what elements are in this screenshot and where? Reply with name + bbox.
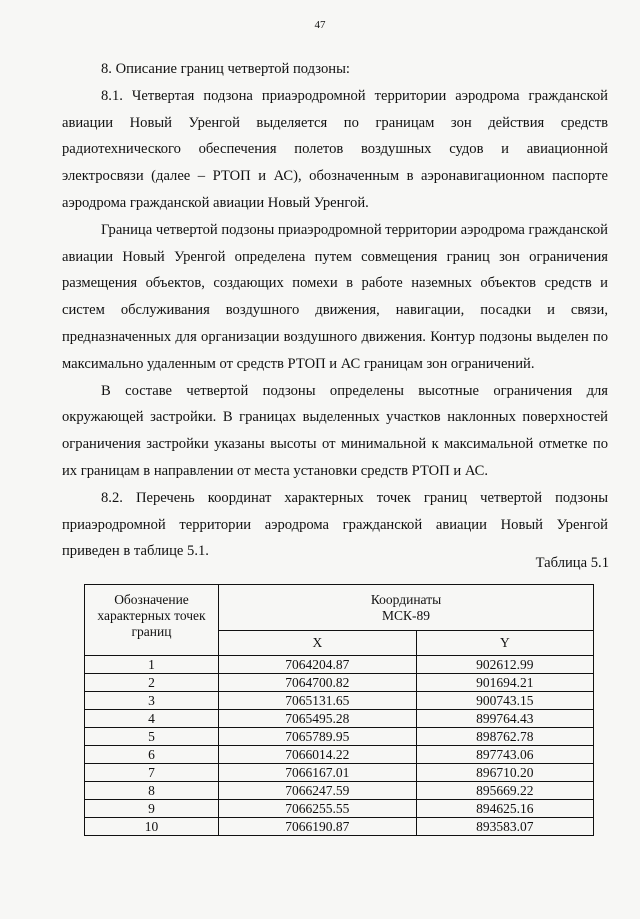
section-heading: 8. Описание границ четвертой подзоны: (101, 61, 350, 77)
paragraph-8-2: 8.2. Перечень координат характерных точек границ четвертой подзоны приаэродромной территории аэродрома гражданской авиации Новый Уренгой приведен в таблице 5.1. (62, 489, 608, 560)
x-coordinate-cell: 7065495.28 (219, 710, 417, 728)
body-text (62, 56, 608, 565)
coordinates-table (84, 584, 594, 836)
coordinates-header (219, 585, 594, 631)
x-coordinate-cell: 7066167.01 (219, 764, 417, 782)
point-number-cell: 10 (85, 818, 219, 836)
x-coordinate-cell: 7065789.95 (219, 728, 417, 746)
point-number-cell: 9 (85, 800, 219, 818)
table-row (85, 674, 594, 692)
x-coordinate-cell: 7065131.65 (219, 692, 417, 710)
y-coordinate-cell: 896710.20 (416, 764, 593, 782)
paragraph-boundary: Граница четвертой подзоны приаэродромной территории аэродрома гражданской авиации Новый Уренгой определена путем совмещения границ зон ограничения размещения объектов, создающих помехи в работе наземных объектов средств и систем обслуживания воздушного движения, навигации, посадки и связи, предназначенных для организации воздушного движения. Контур подзоны выделен по максимально удаленным от средств РТОП и АС границам зон ограничений. (62, 221, 608, 372)
table-row (85, 710, 594, 728)
table-row (85, 800, 594, 818)
point-number-cell: 3 (85, 692, 219, 710)
y-coordinate-cell: 898762.78 (416, 728, 593, 746)
y-coordinate-cell: 895669.22 (416, 782, 593, 800)
point-number-cell: 5 (85, 728, 219, 746)
x-coordinate-cell: 7066247.59 (219, 782, 417, 800)
point-number-cell: 4 (85, 710, 219, 728)
coordinates-table-body (85, 656, 594, 836)
table-row (85, 728, 594, 746)
x-coordinate-cell: 7064700.82 (219, 674, 417, 692)
point-number-cell: 1 (85, 656, 219, 674)
table-row (85, 782, 594, 800)
y-coordinate-cell: 902612.99 (416, 656, 593, 674)
table-row (85, 764, 594, 782)
y-coordinate-cell: 901694.21 (416, 674, 593, 692)
x-column-header: X (219, 631, 417, 656)
paragraph-8-1: 8.1. Четвертая подзона приаэродромной территории аэродрома гражданской авиации Новый Уренгой выделяется по границам зон действия средств радиотехнического обеспечения полетов воздушных судов и авиационной электросвязи (далее – РТОП и АС), обозначенным в аэронавигационном паспорте аэродрома гражданской авиации Новый Уренгой. (62, 87, 608, 211)
point-number-cell: 2 (85, 674, 219, 692)
table-row (85, 746, 594, 764)
point-designation-header: Обозначение характерных точек границ (85, 585, 219, 656)
page-number: 47 (314, 19, 326, 31)
x-coordinate-cell: 7064204.87 (219, 656, 417, 674)
coordinates-header-line1: Координаты (370, 591, 442, 607)
paragraph-height-limits: В составе четвертой подзоны определены высотные ограничения для окружающей застройки. В границах выделенных участков наклонных поверхностей ограничения застройки указаны высоты от минимальной к максимальной отметке по их границам в направлении от места установки средств РТОП и АС. (62, 382, 608, 479)
point-number-cell: 6 (85, 746, 219, 764)
x-coordinate-cell: 7066190.87 (219, 818, 417, 836)
table-row (85, 692, 594, 710)
point-number-cell: 8 (85, 782, 219, 800)
y-coordinate-cell: 894625.16 (416, 800, 593, 818)
coordinates-header-line2: МСК-89 (381, 607, 430, 623)
y-coordinate-cell: 900743.15 (416, 692, 593, 710)
table-row (85, 656, 594, 674)
y-column-header: Y (416, 631, 593, 656)
x-coordinate-cell: 7066255.55 (219, 800, 417, 818)
y-coordinate-cell: 893583.07 (416, 818, 593, 836)
table-row (85, 818, 594, 836)
x-coordinate-cell: 7066014.22 (219, 746, 417, 764)
y-coordinate-cell: 897743.06 (416, 746, 593, 764)
point-number-cell: 7 (85, 764, 219, 782)
y-coordinate-cell: 899764.43 (416, 710, 593, 728)
table-caption: Таблица 5.1 (535, 555, 609, 571)
